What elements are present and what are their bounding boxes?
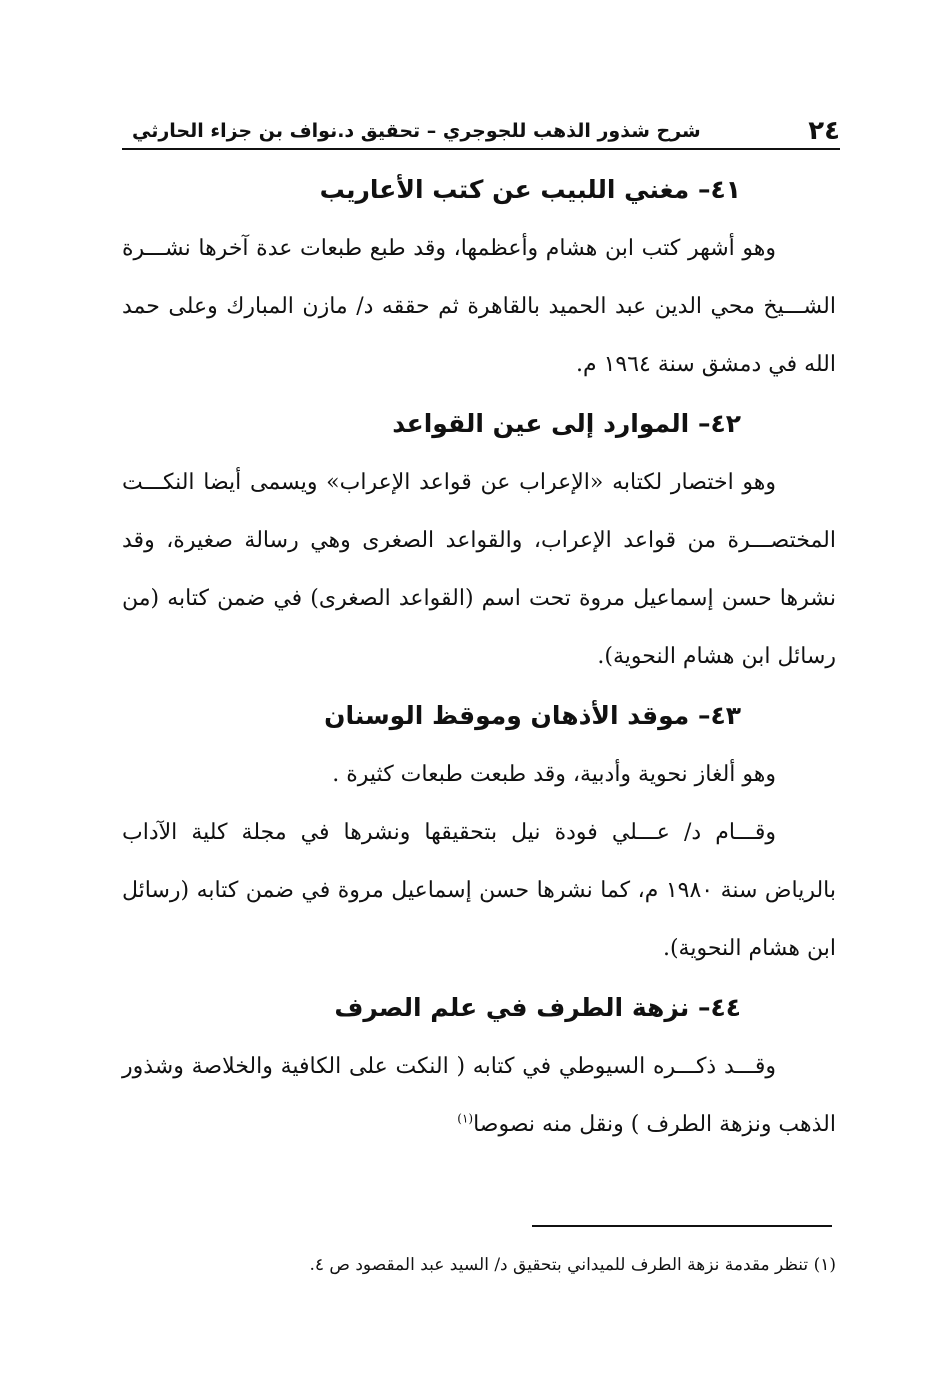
entry-43 xyxy=(122,686,836,978)
entry-paragraph xyxy=(122,1038,836,1154)
entry-heading: ٤١– مغني اللبيب عن كتب الأعاريب xyxy=(319,175,741,204)
entry-paragraph: وهو اختصار لكتابه «الإعراب عن قواعد الإعراب» ويسمى أيضا النكـــت المختصـــرة من قواعد الإعراب، والقواعد الصغرى وهي رسالة صغيرة، وقد نشرها حسن إسماعيل مروة تحت اسم (القواعد الصغرى) في ضمن كتابه (من رسائل ابن هشام النحوية). xyxy=(122,470,836,669)
entry-42 xyxy=(122,394,836,686)
page-number: ٢٤ xyxy=(808,116,840,146)
entry-paragraph: وهو ألغاز نحوية وأدبية، وقد طبعت طبعات كثيرة . xyxy=(332,762,776,787)
entry-paragraph-text: وقـــد ذكـــره السيوطي في كتابه ( النكت على الكافية والخلاصة وشذور الذهب ونزهة الطرف ) ونقل منه نصوصا xyxy=(122,1054,836,1137)
entry-heading: ٤٤– نزهة الطرف في علم الصرف xyxy=(334,993,741,1022)
entry-paragraph: وهو أشهر كتب ابن هشام وأعظمها، وقد طبع طبعات عدة آخرها نشـــرة الشـــيخ محي الدين عبد الحميد بالقاهرة ثم حققه د/ مازن المبارك وعلى حمد الله في دمشق سنة ١٩٦٤ م. xyxy=(122,236,836,377)
entry-heading: ٤٣– موقد الأذهان وموقظ الوسنان xyxy=(324,701,741,730)
entry-heading: ٤٢– الموارد إلى عين القواعد xyxy=(392,409,741,438)
running-title: شرح شذور الذهب للجوجري – تحقيق د.نواف بن جزاء الحارثي xyxy=(132,120,701,142)
entry-paragraph: وقـــام د/ عـــلي فودة نيل بتحقيقها ونشرها في مجلة كلية الآداب بالرياض سنة ١٩٨٠ م، كما نشرها حسن إسماعيل مروة في ضمن كتابه (رسائل ابن هشام النحوية). xyxy=(122,820,836,961)
footnote: (١) تنظر مقدمة نزهة الطرف للميداني بتحقيق د/ السيد عبد المقصود ص ٤. xyxy=(309,1255,836,1275)
page-body xyxy=(122,160,836,1154)
footnote-marker: (١) xyxy=(457,1111,474,1126)
entry-41 xyxy=(122,160,836,394)
entry-44 xyxy=(122,978,836,1154)
page-header xyxy=(122,112,840,150)
footnote-separator xyxy=(532,1225,832,1227)
